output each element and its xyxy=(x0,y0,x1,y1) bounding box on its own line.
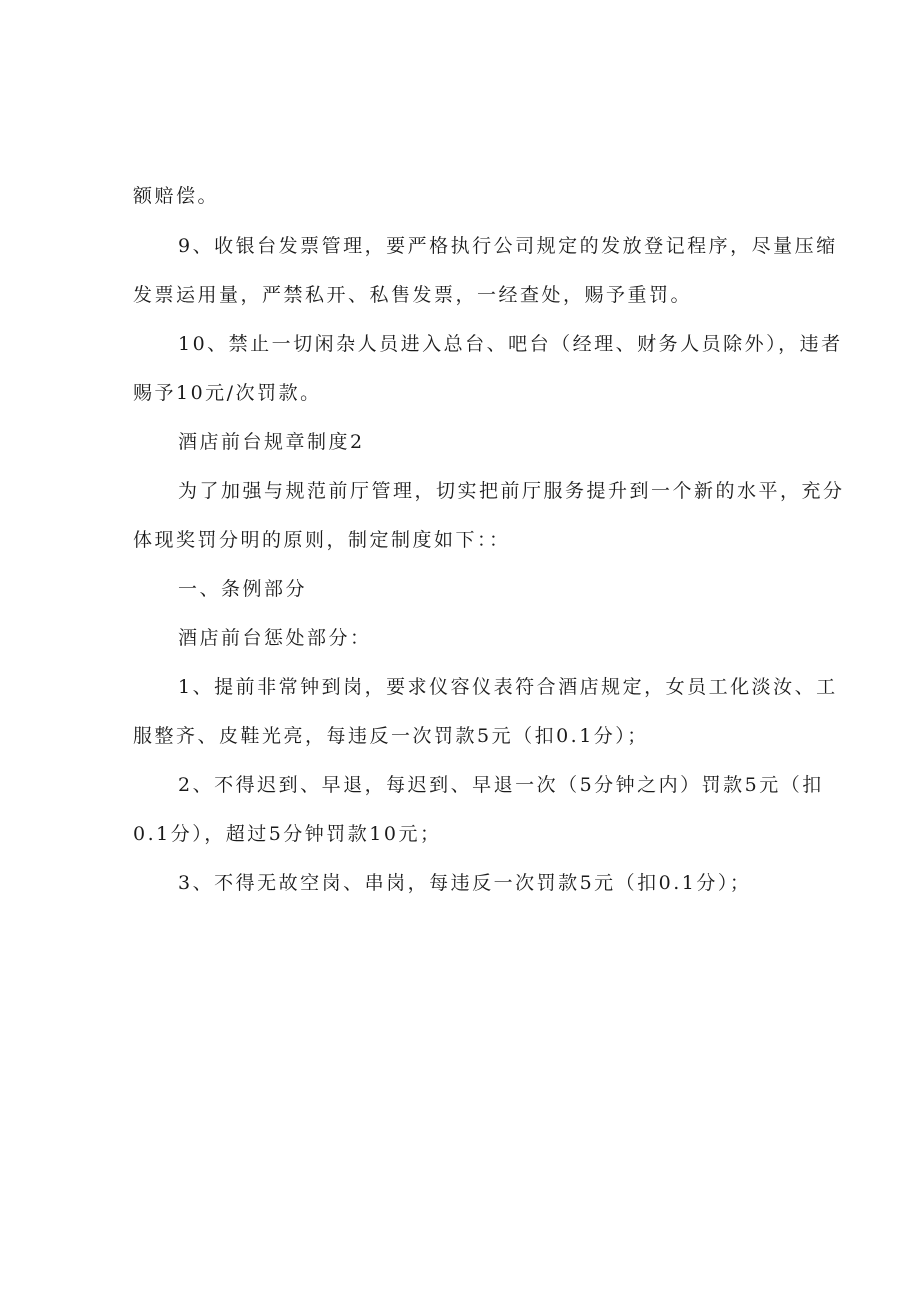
text-line-1: 额赔偿。 xyxy=(133,185,220,207)
text-line-4: 10、禁止一切闲杂人员进入总台、吧台（经理、财务人员除外），违者 xyxy=(178,333,843,355)
text-line-11: 1、提前非常钟到岗，要求仪容仪表符合酒店规定，女员工化淡汝、工 xyxy=(178,676,838,698)
text-line-14: 0.1分），超过5分钟罚款10元； xyxy=(133,823,442,845)
text-line-15: 3、不得无故空岗、串岗，每违反一次罚款5元（扣0.1分）； xyxy=(178,872,752,894)
text-line-12: 服整齐、皮鞋光亮，每违反一次罚款5元（扣0.1分）； xyxy=(133,725,649,747)
text-line-2: 9、收银台发票管理，要严格执行公司规定的发放登记程序，尽量压缩 xyxy=(178,235,838,257)
text-line-5: 赐予10元/次罚款。 xyxy=(133,382,322,404)
subsection-title: 酒店前台惩处部分： xyxy=(178,627,372,649)
text-line-3: 发票运用量，严禁私开、私售发票，一经查处，赐予重罚。 xyxy=(133,284,693,306)
text-line-8: 体现奖罚分明的原则，制定制度如下：： xyxy=(133,529,511,551)
text-line-7: 为了加强与规范前厅管理，切实把前厅服务提升到一个新的水平，充分 xyxy=(178,480,845,502)
text-line-13: 2、不得迟到、早退，每迟到、早退一次（5分钟之内）罚款5元（扣 xyxy=(178,774,824,796)
section-heading: 酒店前台规章制度2 xyxy=(178,431,365,453)
subsection-heading: 一、条例部分 xyxy=(178,578,308,600)
